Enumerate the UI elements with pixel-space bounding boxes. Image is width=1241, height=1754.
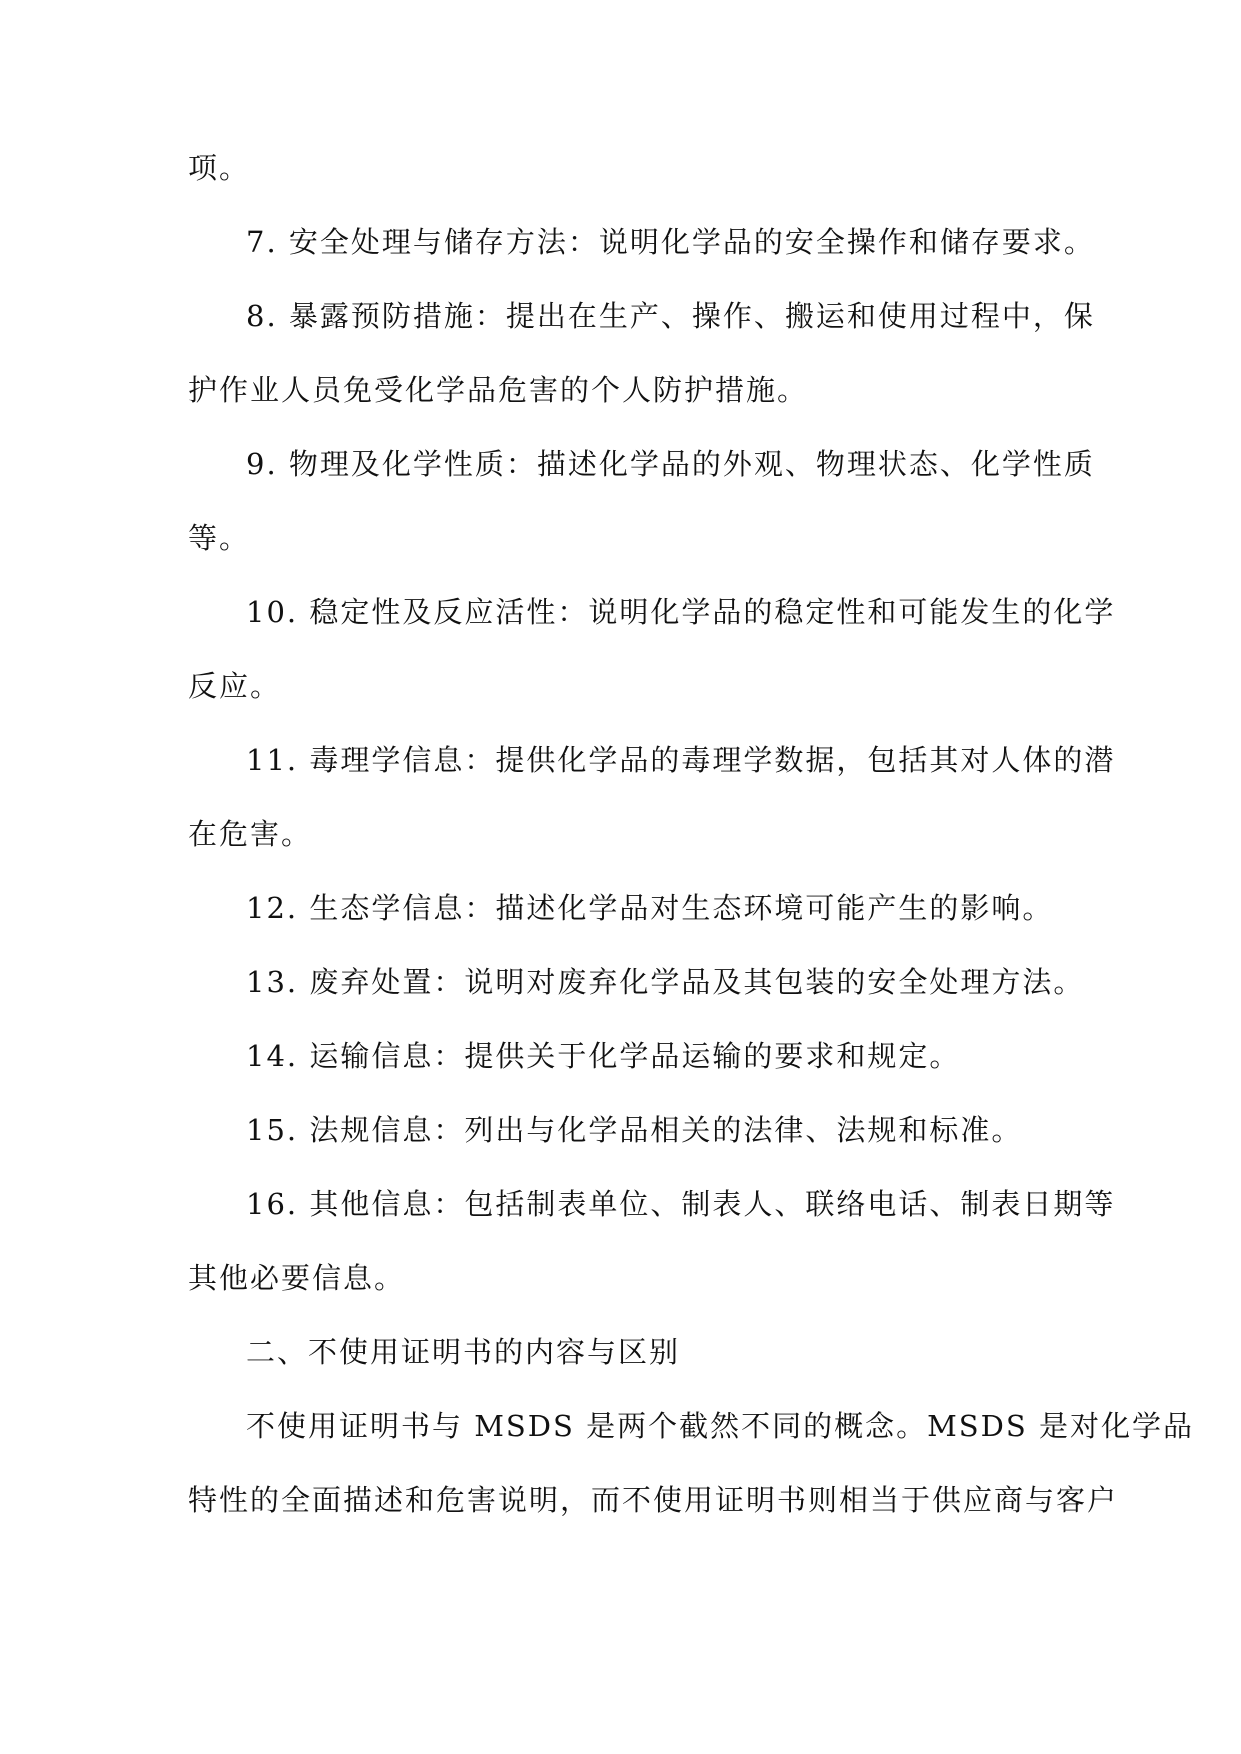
text-line: 在危害。: [188, 817, 313, 851]
paragraph-line: 特性的全面描述和危害说明，而不使用证明书则相当于供应商与客户: [188, 1483, 1119, 1517]
list-item-7: 7. 安全处理与储存方法：说明化学品的安全操作和储存要求。: [246, 225, 1095, 259]
list-item-10: 10. 稳定性及反应活性：说明化学品的稳定性和可能发生的化学: [246, 595, 1116, 629]
text-line: 反应。: [188, 669, 282, 703]
list-item-15: 15. 法规信息：列出与化学品相关的法律、法规和标准。: [246, 1113, 1023, 1147]
paragraph-line: 不使用证明书与 MSDS 是两个截然不同的概念。MSDS 是对化学品: [246, 1409, 1195, 1443]
list-item-11: 11. 毒理学信息：提供化学品的毒理学数据，包括其对人体的潜: [246, 743, 1116, 777]
text-line: 项。: [188, 151, 251, 185]
list-item-13: 13. 废弃处置：说明对废弃化学品及其包装的安全处理方法。: [246, 965, 1085, 999]
text-line: 其他必要信息。: [188, 1261, 406, 1295]
list-item-14: 14. 运输信息：提供关于化学品运输的要求和规定。: [246, 1039, 961, 1073]
text-line: 等。: [188, 521, 251, 555]
list-item-12: 12. 生态学信息：描述化学品对生态环境可能产生的影响。: [246, 891, 1054, 925]
text-line: 护作业人员免受化学品危害的个人防护措施。: [188, 373, 809, 407]
list-item-9: 9. 物理及化学性质：描述化学品的外观、物理状态、化学性质: [246, 447, 1095, 481]
section-heading: 二、不使用证明书的内容与区别: [246, 1335, 681, 1369]
list-item-8: 8. 暴露预防措施：提出在生产、操作、搬运和使用过程中，保: [246, 299, 1095, 333]
list-item-16: 16. 其他信息：包括制表单位、制表人、联络电话、制表日期等: [246, 1187, 1116, 1221]
